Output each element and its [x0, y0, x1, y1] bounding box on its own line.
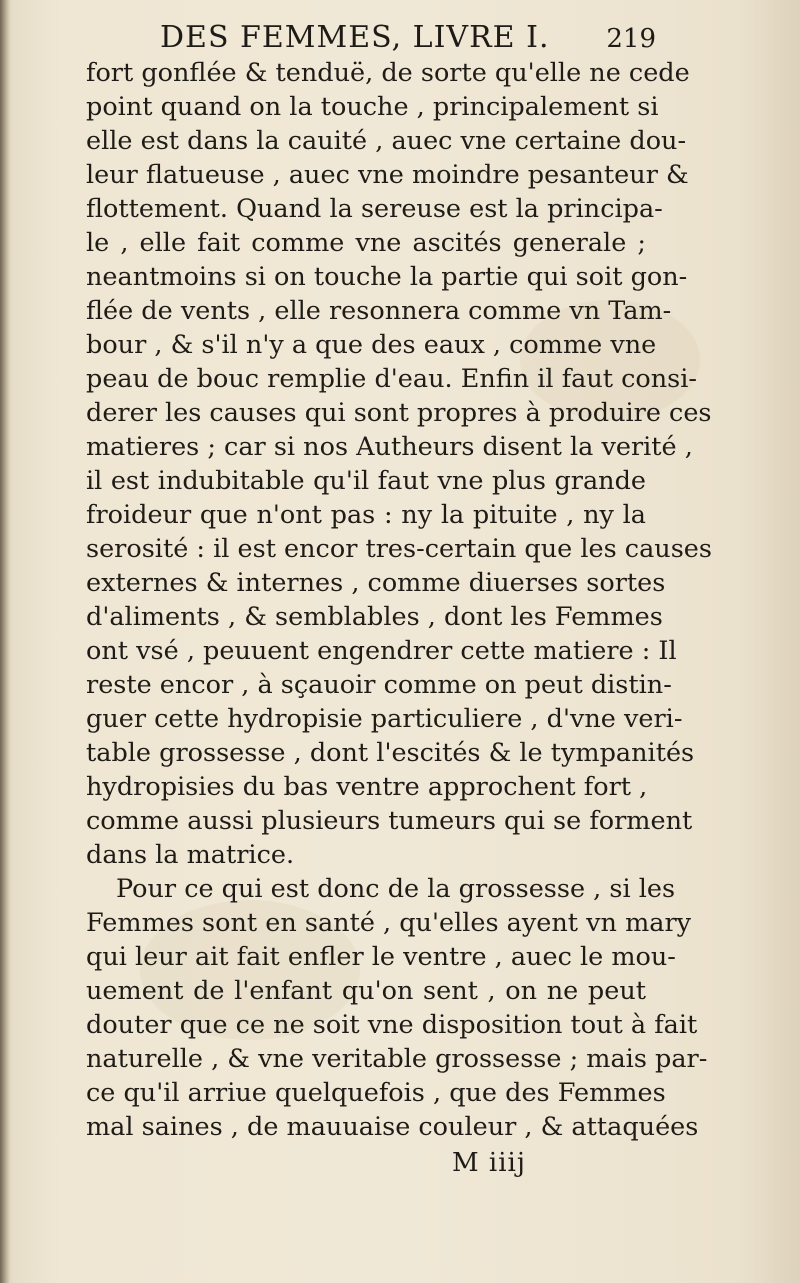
text-line: Pour ce qui est donc de la grossesse , si les — [116, 874, 676, 904]
text-line: dans la matrice. — [86, 840, 295, 870]
text-line: guer cette hydropisie particuliere , d'vne veri- — [86, 704, 683, 734]
paragraph-2 — [86, 872, 708, 1144]
page-number: 219 — [606, 24, 656, 54]
text-line: flée de vents , elle resonnera comme vn Tam- — [86, 296, 672, 326]
text-line: bour , & s'il n'y a que des eaux , comme vne — [86, 330, 657, 360]
text-line: fort gonflée & tenduë, de sorte qu'elle ne cede — [86, 58, 690, 88]
text-line: hydropisies du bas ventre approchent fort , — [86, 772, 648, 802]
text-line: d'aliments , & semblables , dont les Femmes — [86, 602, 663, 632]
text-line: derer les causes qui sont propres à produire ces — [86, 398, 712, 428]
text-line: point quand on la touche , principalement si — [86, 92, 659, 122]
running-title: DES FEMMES, LIVRE I. — [160, 20, 550, 55]
text-line: leur flatueuse , auec vne moindre pesanteur & — [86, 160, 689, 190]
text-line: Femmes sont en santé , qu'elles ayent vn mary — [86, 908, 692, 938]
text-line: flottement. Quand la sereuse est la principa- — [86, 194, 663, 224]
text-line: froideur que n'ont pas : ny la pituite , ny la — [86, 500, 646, 530]
text-line: ce qu'il arriue quelquefois , que des Femmes — [86, 1078, 666, 1108]
text-line: ont vsé , peuuent engendrer cette matiere : Il — [86, 636, 677, 666]
text-line: comme aussi plusieurs tumeurs qui se forment — [86, 806, 693, 836]
text-line: qui leur ait fait enfler le ventre , auec le mou- — [86, 942, 676, 972]
text-line: neantmoins si on touche la partie qui soit gon- — [86, 262, 688, 292]
text-line: le , elle fait comme vne ascités generale ; — [86, 228, 646, 258]
text-line: elle est dans la cauité , auec vne certaine dou- — [86, 126, 687, 156]
text-line: serosité : il est encor tres-certain que les causes — [86, 534, 712, 564]
text-line: mal saines , de mauuaise couleur , & attaquées — [86, 1112, 699, 1142]
text-line: matieres ; car si nos Autheurs disent la verité , — [86, 432, 693, 462]
body-text — [86, 56, 712, 1144]
text-line: externes & internes , comme diuerses sortes — [86, 568, 666, 598]
signature-mark: M iiij — [452, 1148, 526, 1178]
paragraph-1 — [86, 56, 712, 872]
text-line: reste encor , à sçauoir comme on peut distin- — [86, 670, 672, 700]
text-line: il est indubitable qu'il faut vne plus grande — [86, 466, 646, 496]
text-line: douter que ce ne soit vne disposition tout à fait — [86, 1010, 698, 1040]
text-line: table grossesse , dont l'escités & le tympanités — [86, 738, 695, 768]
spine-shadow — [0, 0, 10, 1283]
text-line: peau de bouc remplie d'eau. Enfin il faut consi- — [86, 364, 698, 394]
text-line: naturelle , & vne veritable grossesse ; mais par- — [86, 1044, 708, 1074]
text-line: uement de l'enfant qu'on sent , on ne peut — [86, 976, 646, 1006]
